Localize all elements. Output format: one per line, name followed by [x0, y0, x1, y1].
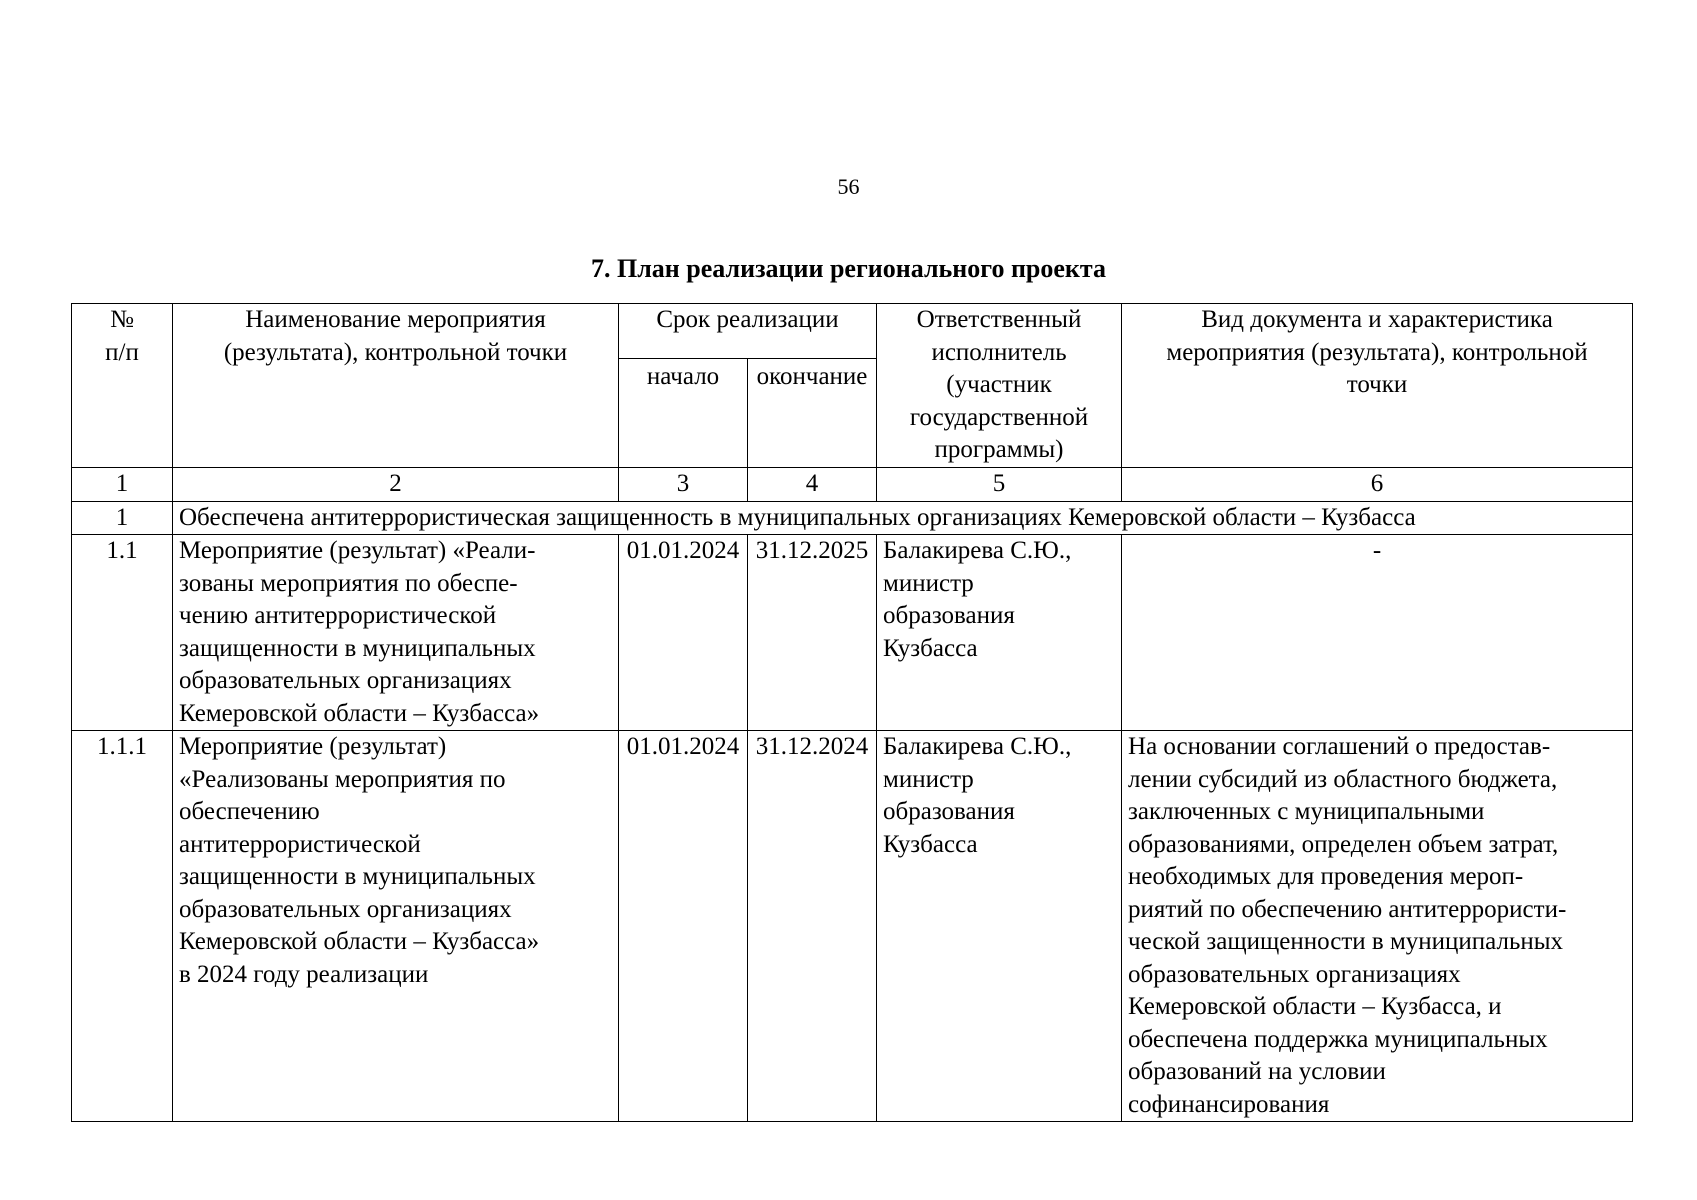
header-name-line: Наименование мероприятия: [245, 306, 546, 333]
row-document-line: образовательных организациях: [1128, 960, 1461, 988]
row-document: [1122, 535, 1633, 731]
header-responsible-line: исполнитель: [931, 338, 1067, 366]
row-document-line: обеспечена поддержка муниципальных: [1128, 1025, 1548, 1053]
section-text: Обеспечена антитеррористическая защищенность в муниципальных организациях Кемеровской области – Кузбасса: [173, 501, 1633, 535]
table-row: [72, 535, 1633, 731]
header-document-line: мероприятия (результата), контрольной: [1166, 338, 1588, 366]
header-number: [72, 304, 173, 468]
header-responsible-line: программы): [934, 436, 1064, 463]
row-name-line: защищенности в муниципальных: [179, 863, 536, 890]
row-document-line: образований на условии: [1128, 1058, 1386, 1085]
section-title: 7. План реализации регионального проекта: [591, 254, 1106, 283]
header-responsible-line: Ответственный: [916, 306, 1082, 333]
row-name-line: зованы мероприятия по обеспе-: [179, 569, 518, 597]
row-start-date: 01.01.2024: [619, 731, 748, 1122]
row-document-line: риятий по обеспечению антитеррористи-: [1128, 895, 1567, 923]
header-term: Срок реализации: [619, 304, 877, 359]
row-document: [1122, 731, 1633, 1122]
header-name-line: (результата), контрольной точки: [223, 338, 568, 366]
row-name-line: в 2024 году реализации: [179, 960, 429, 988]
row-document-line: заключенных с муниципальными: [1128, 798, 1485, 825]
column-number: 2: [173, 468, 619, 502]
header-number-line: п/п: [105, 338, 139, 366]
row-document-line: лении субсидий из областного бюджета,: [1128, 765, 1558, 793]
row-document-line: -: [1372, 537, 1382, 564]
implementation-plan-table: [71, 303, 1633, 1122]
row-responsible-line: министр: [883, 765, 974, 793]
row-responsible-line: министр: [883, 569, 974, 597]
column-number: 5: [877, 468, 1122, 502]
row-name-line: Кемеровской области – Кузбасса»: [179, 928, 540, 955]
row-name-line: защищенности в муниципальных: [179, 634, 536, 662]
row-name: [173, 731, 619, 1122]
row-document-line: На основании соглашений о предостав-: [1128, 733, 1551, 760]
row-responsible: [877, 535, 1122, 731]
row-document-line: Кемеровской области – Кузбасса, и: [1128, 993, 1502, 1020]
table-row: [72, 731, 1633, 1122]
row-name-line: чению антитеррористической: [179, 602, 497, 629]
section-number: 1: [72, 501, 173, 535]
row-responsible-line: Кузбасса: [883, 634, 978, 662]
row-document-line: образованиями, определен объем затрат,: [1128, 830, 1559, 858]
row-responsible-line: образования: [883, 798, 1015, 825]
row-name-line: Кемеровской области – Кузбасса»: [179, 699, 540, 727]
row-responsible-line: образования: [883, 602, 1015, 629]
row-document-line: ческой защищенности в муниципальных: [1128, 928, 1564, 955]
row-name-line: «Реализованы мероприятия по: [179, 765, 506, 793]
row-responsible-line: Кузбасса: [883, 830, 978, 858]
row-end-date: 31.12.2024: [748, 731, 877, 1122]
row-name: [173, 535, 619, 731]
row-name-line: Мероприятие (результат) «Реали-: [179, 537, 536, 564]
row-document-line: необходимых для проведения мероп-: [1128, 863, 1524, 890]
row-number: 1.1.1: [72, 731, 173, 1122]
column-number: 6: [1122, 468, 1633, 502]
header-start: начало: [619, 359, 748, 468]
row-number: 1.1: [72, 535, 173, 731]
header-name: [173, 304, 619, 468]
column-number: 3: [619, 468, 748, 502]
row-name-line: обеспечению: [179, 798, 320, 825]
column-number-row: [72, 468, 1633, 502]
row-responsible-line: Балакирева С.Ю.,: [883, 537, 1072, 564]
row-name-line: антитеррористической: [179, 830, 421, 858]
header-row: [72, 304, 1633, 359]
header-responsible-line: (участник: [946, 371, 1052, 398]
header-number-line: №: [110, 306, 134, 333]
column-number: 4: [748, 468, 877, 502]
header-document: [1122, 304, 1633, 468]
row-end-date: 31.12.2025: [748, 535, 877, 731]
row-name-line: образовательных организациях: [179, 667, 512, 694]
header-responsible-line: государственной: [909, 403, 1089, 431]
row-start-date: 01.01.2024: [619, 535, 748, 731]
header-responsible: [877, 304, 1122, 468]
row-name-line: Мероприятие (результат): [179, 733, 447, 760]
row-document-line: софинансирования: [1128, 1090, 1330, 1118]
column-number: 1: [72, 468, 173, 502]
row-name-line: образовательных организациях: [179, 895, 512, 923]
row-responsible-line: Балакирева С.Ю.,: [883, 733, 1072, 760]
section-row: [72, 501, 1633, 535]
header-document-line: точки: [1346, 371, 1408, 398]
header-document-line: Вид документа и характеристика: [1201, 306, 1553, 333]
page-number: 56: [837, 174, 860, 199]
header-end: окончание: [748, 359, 877, 468]
row-responsible: [877, 731, 1122, 1122]
